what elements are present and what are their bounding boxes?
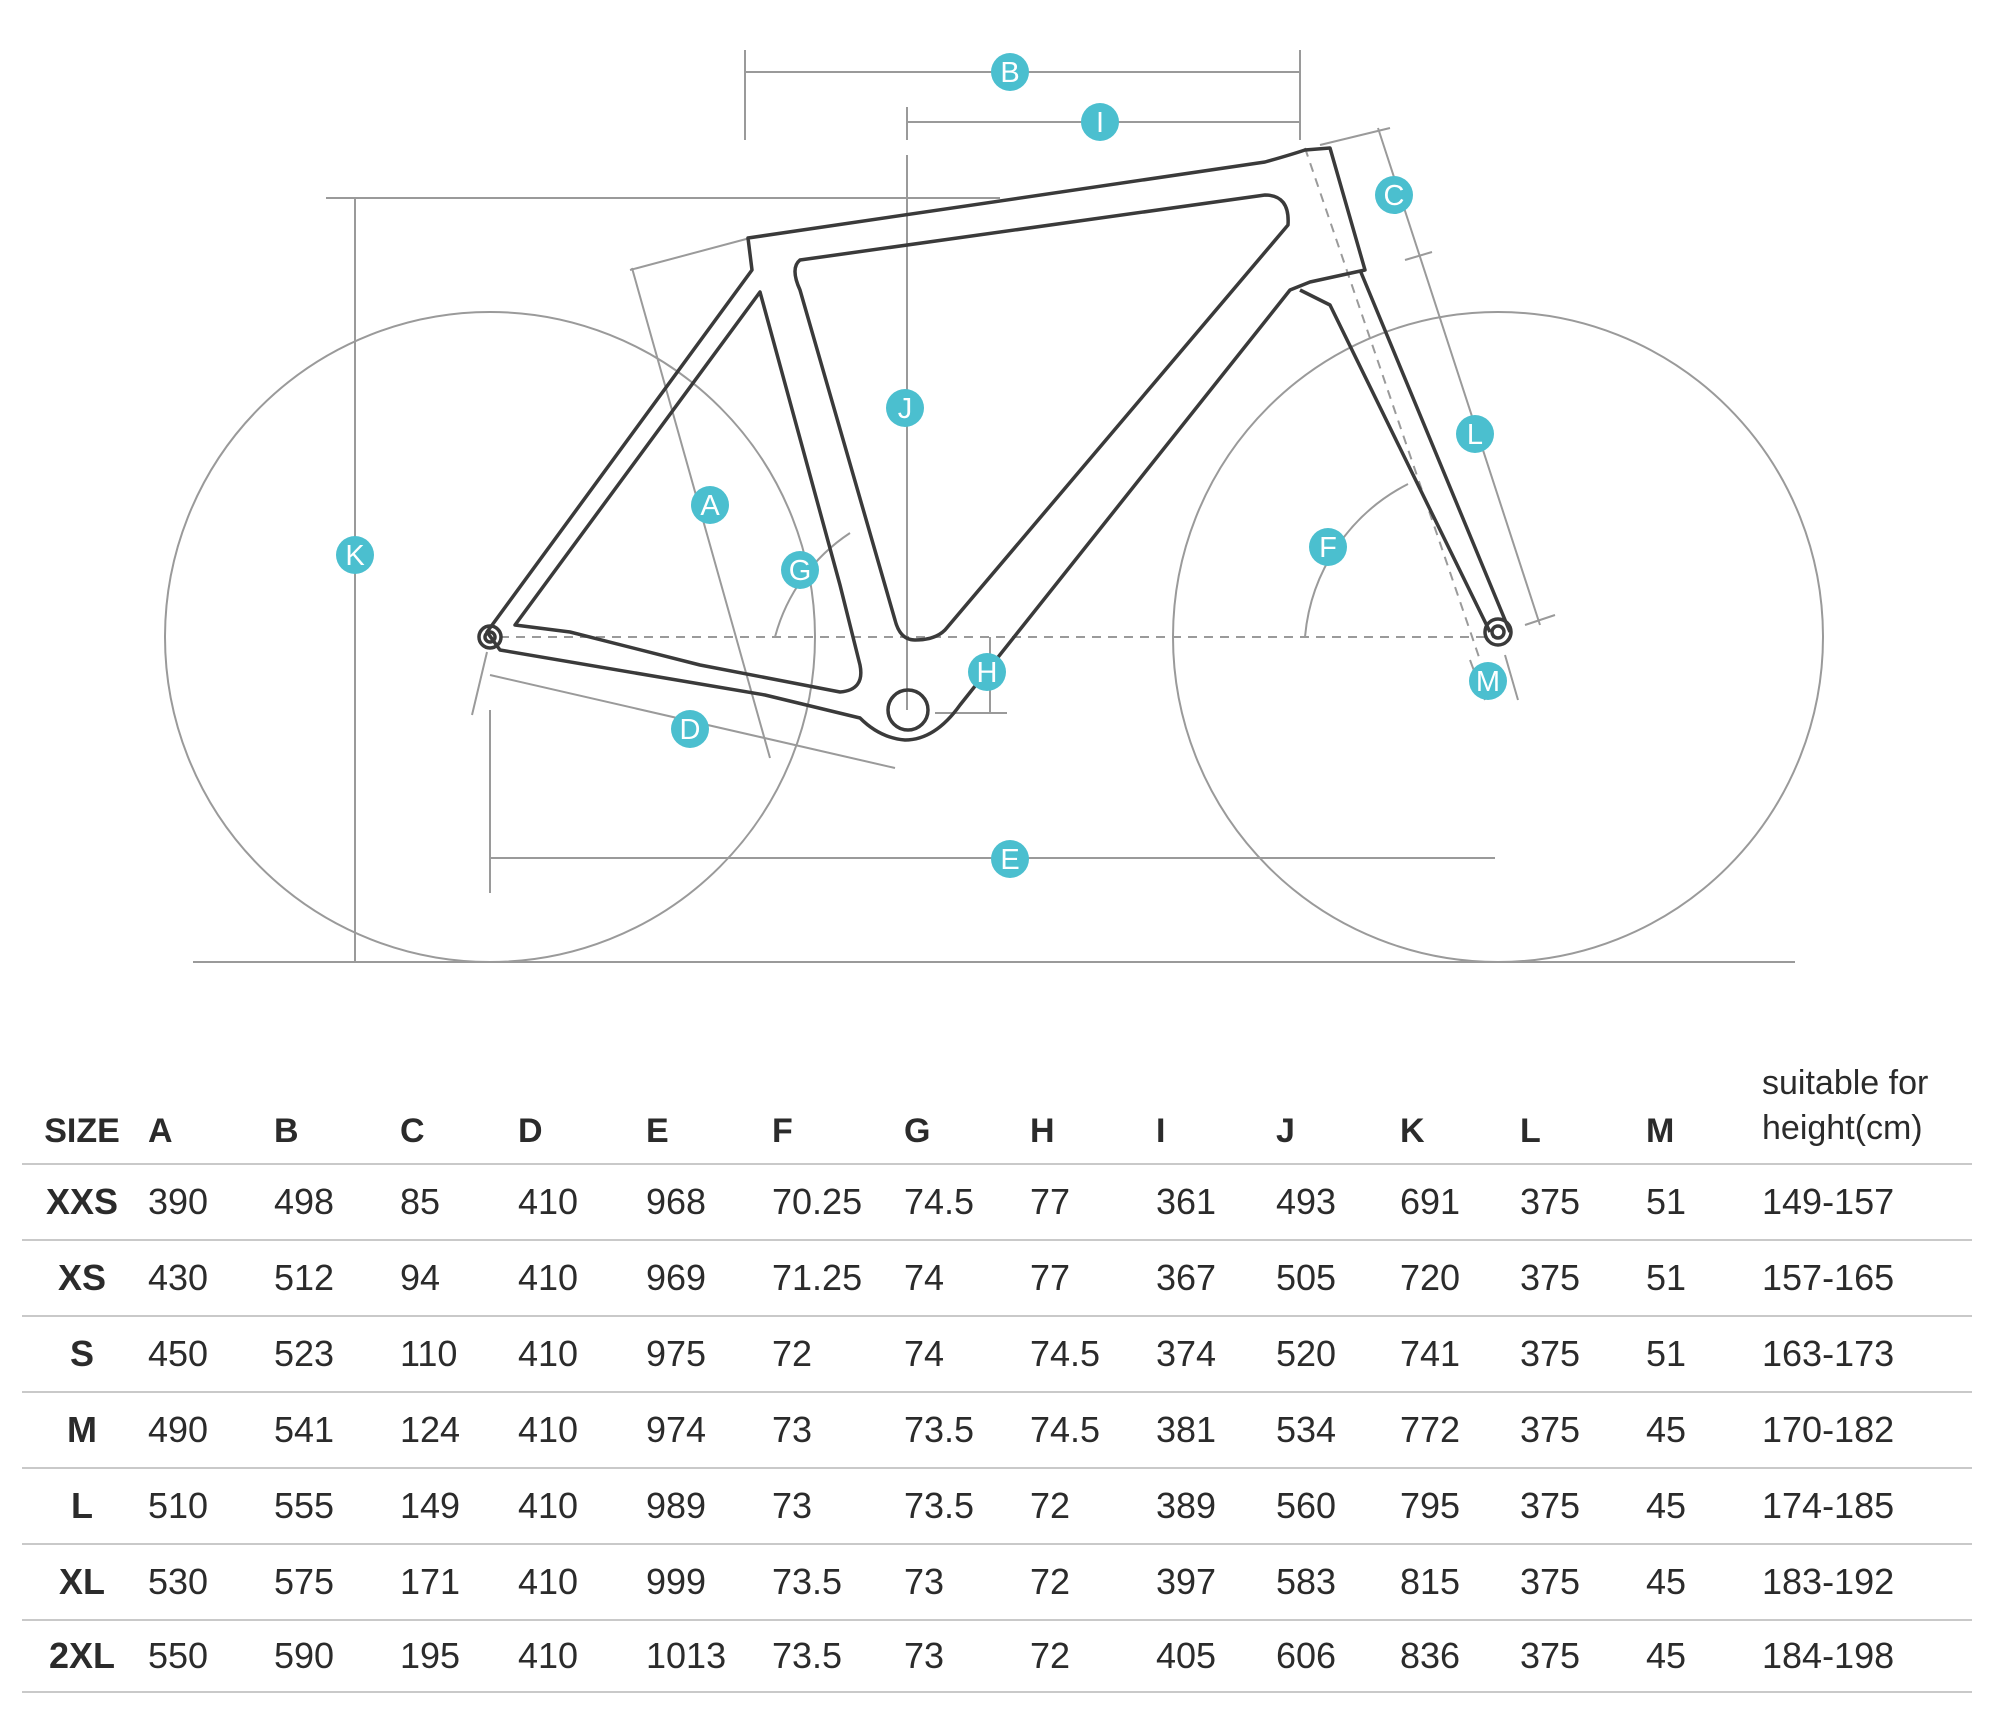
value-cell: 410 [512, 1240, 640, 1316]
value-cell: 72 [1024, 1468, 1150, 1544]
bike-frame [479, 148, 1511, 740]
value-cell: 590 [268, 1620, 394, 1692]
marker-j-label: J [897, 393, 913, 425]
marker-c [1375, 176, 1413, 214]
value-cell: 390 [142, 1164, 268, 1240]
value-cell: 772 [1394, 1392, 1514, 1468]
value-cell: 741 [1394, 1316, 1514, 1392]
marker-k-label: K [345, 540, 365, 572]
col-header-h: H [1030, 1112, 1055, 1150]
col-header-a: A [148, 1112, 173, 1150]
value-cell: 375 [1514, 1316, 1640, 1392]
marker-i [1081, 103, 1119, 141]
value-cell: 381 [1150, 1392, 1270, 1468]
size-cell: M [22, 1392, 142, 1468]
marker-j [886, 389, 924, 427]
value-cell: 74 [898, 1240, 1024, 1316]
value-cell: 410 [512, 1316, 640, 1392]
value-cell: 555 [268, 1468, 394, 1544]
value-cell: 520 [1270, 1316, 1394, 1392]
value-cell: 375 [1514, 1392, 1640, 1468]
value-cell: 124 [394, 1392, 512, 1468]
value-cell: 72 [1024, 1544, 1150, 1620]
value-cell: 51 [1640, 1164, 1762, 1240]
value-cell: 374 [1150, 1316, 1270, 1392]
value-cell: 583 [1270, 1544, 1394, 1620]
value-cell: 51 [1640, 1240, 1762, 1316]
value-cell: 397 [1150, 1544, 1270, 1620]
col-header-e: E [646, 1112, 669, 1150]
value-cell: 171 [394, 1544, 512, 1620]
value-cell: 795 [1394, 1468, 1514, 1544]
value-cell: 73 [898, 1544, 1024, 1620]
height-range-cell: 157-165 [1762, 1240, 1972, 1316]
marker-m [1469, 662, 1507, 700]
value-cell: 45 [1640, 1392, 1762, 1468]
value-cell: 836 [1394, 1620, 1514, 1692]
value-cell: 94 [394, 1240, 512, 1316]
marker-m-label: M [1475, 666, 1501, 698]
height-range-cell: 149-157 [1762, 1164, 1972, 1240]
marker-h-label: H [976, 657, 998, 689]
value-cell: 375 [1514, 1544, 1640, 1620]
value-cell: 410 [512, 1544, 640, 1620]
value-cell: 1013 [640, 1620, 766, 1692]
value-cell: 512 [268, 1240, 394, 1316]
table-body [22, 1164, 1972, 1692]
value-cell: 51 [1640, 1316, 1762, 1392]
value-cell: 410 [512, 1620, 640, 1692]
col-header-i: I [1156, 1112, 1166, 1150]
value-cell: 560 [1270, 1468, 1394, 1544]
marker-e-label: E [1000, 844, 1020, 876]
col-header-j: J [1276, 1112, 1295, 1150]
geometry-table [22, 988, 1972, 1693]
value-cell: 73.5 [898, 1392, 1024, 1468]
value-cell: 77 [1024, 1240, 1150, 1316]
col-header-c: C [400, 1112, 425, 1150]
value-cell: 375 [1514, 1468, 1640, 1544]
marker-b [991, 53, 1029, 91]
value-cell: 195 [394, 1620, 512, 1692]
value-cell: 974 [640, 1392, 766, 1468]
value-cell: 815 [1394, 1544, 1514, 1620]
table-row [22, 1544, 1972, 1620]
value-cell: 691 [1394, 1164, 1514, 1240]
value-cell: 989 [640, 1468, 766, 1544]
value-cell: 541 [268, 1392, 394, 1468]
height-range-cell: 183-192 [1762, 1544, 1972, 1620]
height-range-cell: 184-198 [1762, 1620, 1972, 1692]
value-cell: 606 [1270, 1620, 1394, 1692]
table-row [22, 1392, 1972, 1468]
table-row [22, 1468, 1972, 1544]
value-cell: 77 [1024, 1164, 1150, 1240]
marker-i-label: I [1095, 107, 1105, 139]
value-cell: 968 [640, 1164, 766, 1240]
value-cell: 410 [512, 1468, 640, 1544]
size-cell: L [22, 1468, 142, 1544]
table-row [22, 1164, 1972, 1240]
table-row [22, 1620, 1972, 1692]
value-cell: 375 [1514, 1620, 1640, 1692]
value-cell: 73.5 [898, 1468, 1024, 1544]
value-cell: 450 [142, 1316, 268, 1392]
value-cell: 410 [512, 1164, 640, 1240]
marker-a-label: A [700, 490, 720, 522]
value-cell: 71.25 [766, 1240, 898, 1316]
value-cell: 74.5 [898, 1164, 1024, 1240]
value-cell: 85 [394, 1164, 512, 1240]
value-cell: 73 [766, 1468, 898, 1544]
value-cell: 70.25 [766, 1164, 898, 1240]
marker-d-label: D [679, 714, 701, 746]
table-row [22, 1316, 1972, 1392]
marker-c-label: C [1383, 180, 1405, 212]
size-cell: XL [22, 1544, 142, 1620]
size-cell: XXS [22, 1164, 142, 1240]
value-cell: 534 [1270, 1392, 1394, 1468]
value-cell: 969 [640, 1240, 766, 1316]
value-cell: 74.5 [1024, 1392, 1150, 1468]
size-cell: S [22, 1316, 142, 1392]
value-cell: 110 [394, 1316, 512, 1392]
value-cell: 430 [142, 1240, 268, 1316]
marker-g-label: G [788, 555, 812, 587]
col-header-m: M [1646, 1112, 1675, 1150]
col-header-b: B [274, 1112, 299, 1150]
value-cell: 73 [898, 1620, 1024, 1692]
value-cell: 361 [1150, 1164, 1270, 1240]
value-cell: 975 [640, 1316, 766, 1392]
dimension-markers [336, 53, 1507, 878]
value-cell: 410 [512, 1392, 640, 1468]
value-cell: 498 [268, 1164, 394, 1240]
col-header-height: suitable for height(cm) [1762, 1064, 1929, 1147]
col-header-d: D [518, 1112, 543, 1150]
value-cell: 72 [766, 1316, 898, 1392]
value-cell: 73 [766, 1392, 898, 1468]
col-header-f: F [772, 1112, 793, 1150]
value-cell: 375 [1514, 1240, 1640, 1316]
value-cell: 45 [1640, 1544, 1762, 1620]
value-cell: 149 [394, 1468, 512, 1544]
marker-g [781, 551, 819, 589]
value-cell: 367 [1150, 1240, 1270, 1316]
value-cell: 375 [1514, 1164, 1640, 1240]
table-header-row [22, 988, 1972, 1164]
col-header-k: K [1400, 1112, 1425, 1150]
marker-l [1456, 415, 1494, 453]
marker-a [691, 486, 729, 524]
marker-d [671, 710, 709, 748]
table-row [22, 1240, 1972, 1316]
value-cell: 493 [1270, 1164, 1394, 1240]
value-cell: 72 [1024, 1620, 1150, 1692]
marker-h [968, 653, 1006, 691]
col-header-size: SIZE [44, 1112, 120, 1150]
marker-l-label: L [1466, 419, 1484, 451]
value-cell: 45 [1640, 1620, 1762, 1692]
value-cell: 74.5 [1024, 1316, 1150, 1392]
value-cell: 575 [268, 1544, 394, 1620]
value-cell: 45 [1640, 1468, 1762, 1544]
height-range-cell: 170-182 [1762, 1392, 1972, 1468]
value-cell: 405 [1150, 1620, 1270, 1692]
marker-e [991, 840, 1029, 878]
value-cell: 530 [142, 1544, 268, 1620]
value-cell: 523 [268, 1316, 394, 1392]
value-cell: 999 [640, 1544, 766, 1620]
marker-f-label: F [1319, 532, 1337, 564]
value-cell: 74 [898, 1316, 1024, 1392]
height-range-cell: 174-185 [1762, 1468, 1972, 1544]
value-cell: 550 [142, 1620, 268, 1692]
size-cell: XS [22, 1240, 142, 1316]
col-header-l: L [1520, 1112, 1541, 1150]
marker-b-label: B [1000, 57, 1020, 89]
marker-f [1309, 528, 1347, 566]
height-range-cell: 163-173 [1762, 1316, 1972, 1392]
col-header-g: G [904, 1112, 931, 1150]
value-cell: 73.5 [766, 1620, 898, 1692]
value-cell: 490 [142, 1392, 268, 1468]
value-cell: 505 [1270, 1240, 1394, 1316]
marker-k [336, 536, 374, 574]
value-cell: 510 [142, 1468, 268, 1544]
value-cell: 720 [1394, 1240, 1514, 1316]
size-cell: 2XL [22, 1620, 142, 1692]
value-cell: 389 [1150, 1468, 1270, 1544]
value-cell: 73.5 [766, 1544, 898, 1620]
